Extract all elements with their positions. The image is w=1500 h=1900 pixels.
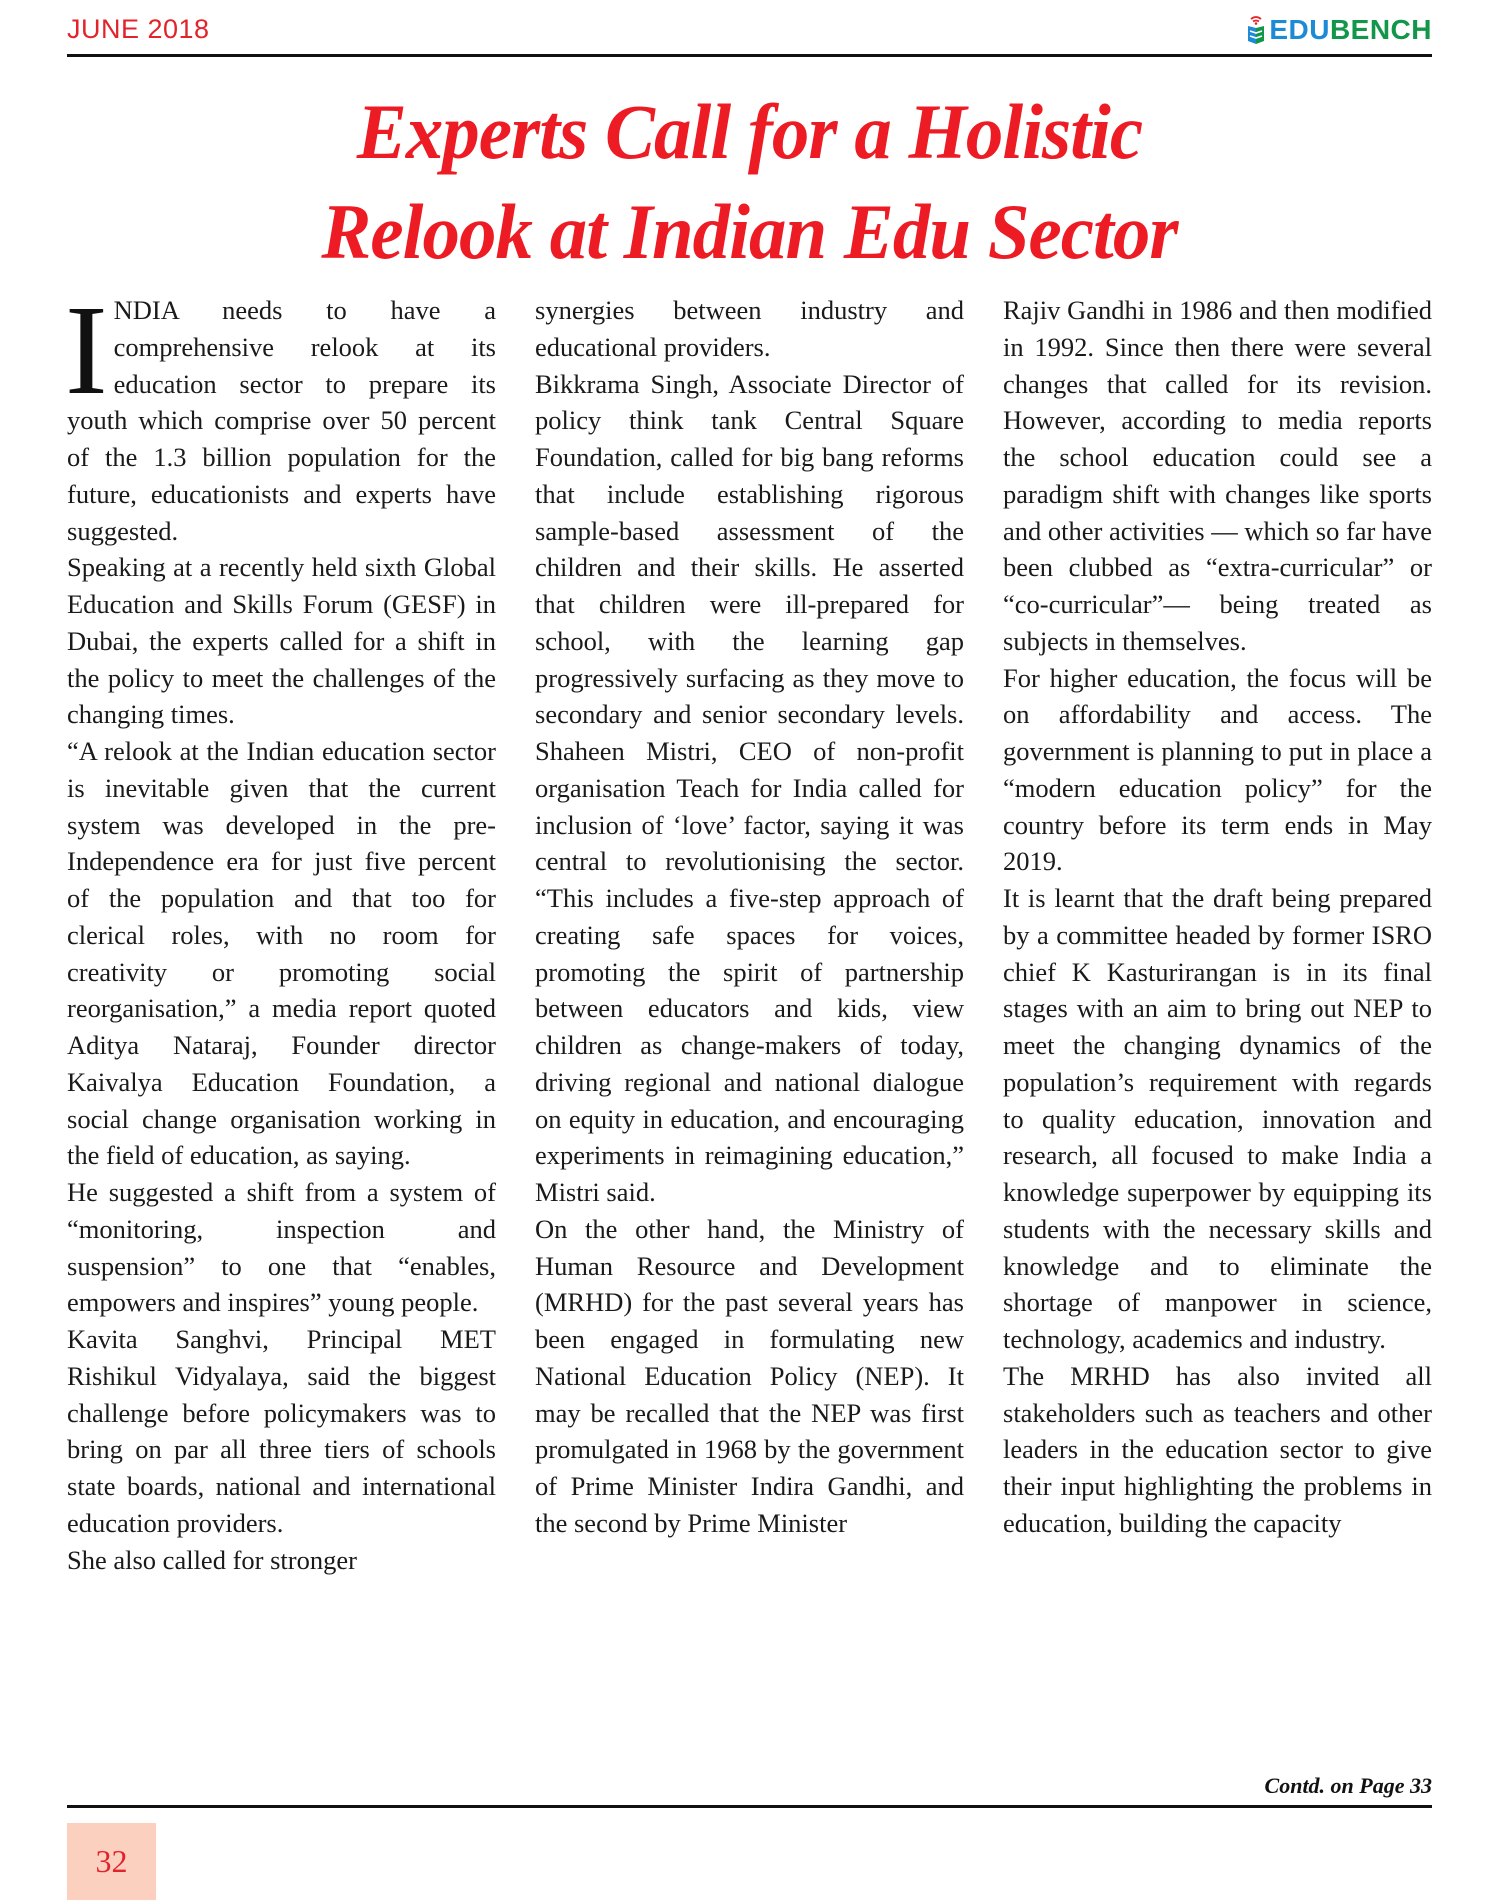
page-header xyxy=(67,0,1432,56)
book-stack-wifi-icon xyxy=(1247,15,1265,45)
paragraph: synergies between industry and educational providers. xyxy=(535,295,964,362)
issue-date: JUNE 2018 xyxy=(67,14,210,44)
column-3 xyxy=(1003,292,1432,1578)
paragraph: It is learnt that the draft being prepared by a committee headed by former ISRO chief K Kasturirangan is in its final stages with an aim to bring out NEP to meet the changing dynamics of the population’s requirement with regards to quality education, innovation and research, all focused to make India a knowledge superpower by equipping its students with the necessary skills and knowledge and to eliminate the shortage of manpower in science, technology, academics and industry. xyxy=(1003,883,1432,1354)
paragraph: The MRHD has also invited all stakeholders such as teachers and other leaders in the education sector to give their input highlighting the problems in education, building the capacity xyxy=(1003,1360,1432,1538)
paragraph: Kavita Sanghvi, Principal MET Rishikul Vidyalaya, said the biggest challenge before policymakers was to bring on par all three tiers of schools state boards, national and international education providers. xyxy=(67,1324,496,1538)
article-body xyxy=(65,279,1433,1578)
paragraph: Speaking at a recently held sixth Global Education and Skills Forum (GESF) in Dubai, the experts called for a shift in the policy to meet the challenges of the changing times. xyxy=(67,552,496,730)
paragraph: “A relook at the Indian education sector is inevitable given that the current system was developed in the pre-Independence era for just five percent of the population and that too for clerical roles, with no room for creativity or promoting social reorganisation,” a media report quoted Aditya Nataraj, Founder director Kaivalya Education Foundation, a social change organisation working in the field of education, as saying. xyxy=(67,736,496,1171)
paragraph: INDIA needs to have a comprehensive relook at its education sector to prepare its youth which comprise over 50 percent of the 1.3 billion population for the future, educationists and experts have suggested. xyxy=(65,279,496,546)
header-divider xyxy=(67,54,1432,57)
column-2 xyxy=(535,292,964,1578)
paragraph: For higher education, the focus will be on affordability and access. The government is planning to put in place a “modern education policy” for the country before its term ends in May 2019. xyxy=(1003,662,1432,877)
headline-line-1: Experts Call for a Holistic xyxy=(356,88,1143,175)
brand-name: EDUBENCH xyxy=(1269,14,1432,45)
paragraph: Bikkrama Singh, Associate Director of policy think tank Central Square Foundation, called for big bang reforms that include establishing rigorous sample-based assessment of the children and their skills. He asserted that children were ill-prepared for school, with the learning gap progressively surfacing as they move to secondary and senior secondary levels. Shaheen Mistri, CEO of non-profit organisation Teach for India called for inclusion of ‘love’ factor, saying it was central to revolutionising the sector. “This includes a five-step approach of creating safe spaces for voices, promoting the spirit of partnership between educators and kids, view children as change-makers of today, driving regional and national dialogue on equity in education, and encouraging experiments in reimagining education,” Mistri said. xyxy=(535,368,964,1207)
article-headline xyxy=(94,82,1404,282)
brand-logo xyxy=(1247,14,1432,46)
drop-cap: I xyxy=(65,279,108,421)
page-number: 32 xyxy=(95,1843,128,1879)
headline-line-2: Relook at Indian Edu Sector xyxy=(321,188,1178,275)
paragraph: He suggested a shift from a system of “monitoring, inspection and suspension” to one that “enables, empowers and inspires” young people. xyxy=(67,1177,496,1318)
footer-divider xyxy=(67,1805,1432,1808)
page-number-box xyxy=(67,1823,156,1900)
paragraph: Rajiv Gandhi in 1986 and then modified in 1992. Since then there were several changes that called for its revision. However, according to media reports the school education could see a paradigm shift with changes like sports and other activities — which so far have been clubbed as “extra-curricular” or “co-curricular”— being treated as subjects in themselves. xyxy=(1003,295,1433,656)
continuation-link[interactable]: Contd. on Page 33 xyxy=(1264,1773,1432,1798)
paragraph: On the other hand, the Ministry of Human Resource and Development (MRHD) for the past several years has been engaged in formulating new National Education Policy (NEP). It may be recalled that the NEP was first promulgated in 1968 by the government of Prime Minister Indira Gandhi, and the second by Prime Minister xyxy=(535,1213,964,1538)
column-1 xyxy=(65,279,496,1578)
paragraph: She also called for stronger xyxy=(67,1544,357,1575)
